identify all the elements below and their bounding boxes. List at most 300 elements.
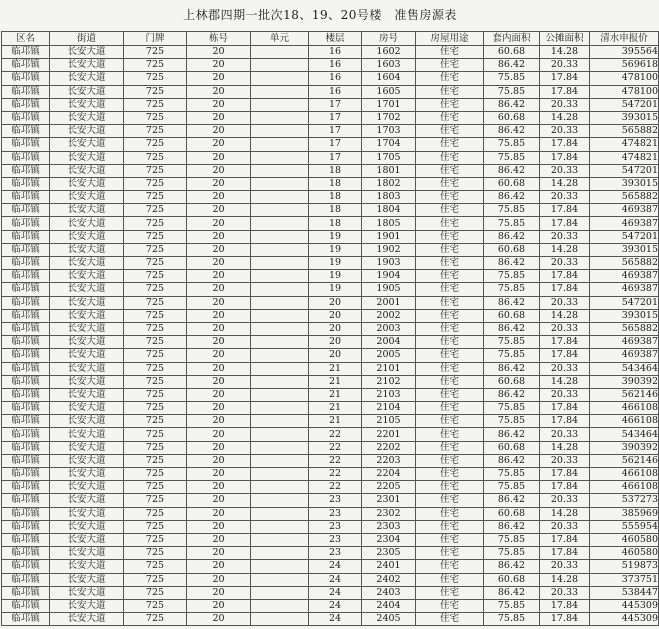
cell-unit <box>251 59 309 72</box>
cell-usage: 住宅 <box>416 547 484 560</box>
table-row <box>2 415 659 428</box>
cell-shared-area: 20.33 <box>540 322 590 335</box>
cell-inner-area: 60.68 <box>484 375 540 388</box>
cell-room: 2004 <box>362 336 416 349</box>
cell-unit <box>251 613 309 626</box>
cell-building: 20 <box>187 560 251 573</box>
cell-street: 长安大道 <box>50 336 124 349</box>
cell-building: 20 <box>187 270 251 283</box>
cell-unit <box>251 204 309 217</box>
header-inner-area: 套内面积 <box>484 32 540 46</box>
table-row <box>2 402 659 415</box>
cell-floor: 20 <box>309 309 362 322</box>
cell-floor: 16 <box>309 59 362 72</box>
cell-inner-area: 86.42 <box>484 362 540 375</box>
cell-usage: 住宅 <box>416 586 484 599</box>
cell-shared-area: 17.84 <box>540 72 590 85</box>
cell-unit <box>251 362 309 375</box>
cell-district: 临邛镇 <box>2 454 50 467</box>
cell-street: 长安大道 <box>50 270 124 283</box>
cell-usage: 住宅 <box>416 59 484 72</box>
cell-street: 长安大道 <box>50 468 124 481</box>
cell-usage: 住宅 <box>416 125 484 138</box>
cell-shared-area: 14.28 <box>540 573 590 586</box>
cell-inner-area: 75.85 <box>484 533 540 546</box>
cell-street: 长安大道 <box>50 494 124 507</box>
cell-door-number: 725 <box>124 468 187 481</box>
cell-shared-area: 20.33 <box>540 98 590 111</box>
cell-building: 20 <box>187 388 251 401</box>
cell-usage: 住宅 <box>416 388 484 401</box>
cell-district: 临邛镇 <box>2 296 50 309</box>
cell-unit <box>251 336 309 349</box>
cell-inner-area: 75.85 <box>484 204 540 217</box>
table-row <box>2 560 659 573</box>
cell-usage: 住宅 <box>416 296 484 309</box>
cell-room: 2203 <box>362 454 416 467</box>
cell-price: 445309 <box>590 613 659 626</box>
cell-building: 20 <box>187 336 251 349</box>
cell-usage: 住宅 <box>416 164 484 177</box>
table-row <box>2 349 659 362</box>
cell-shared-area: 20.33 <box>540 494 590 507</box>
table-row <box>2 111 659 124</box>
cell-district: 临邛镇 <box>2 441 50 454</box>
cell-inner-area: 75.85 <box>484 481 540 494</box>
cell-street: 长安大道 <box>50 507 124 520</box>
cell-usage: 住宅 <box>416 494 484 507</box>
cell-room: 2204 <box>362 468 416 481</box>
table-row <box>2 573 659 586</box>
cell-room: 1702 <box>362 111 416 124</box>
table-row <box>2 46 659 59</box>
cell-street: 长安大道 <box>50 520 124 533</box>
header-price: 清水申报价 <box>590 32 659 46</box>
cell-door-number: 725 <box>124 98 187 111</box>
cell-street: 长安大道 <box>50 217 124 230</box>
cell-door-number: 725 <box>124 125 187 138</box>
cell-usage: 住宅 <box>416 283 484 296</box>
cell-door-number: 725 <box>124 322 187 335</box>
cell-district: 临邛镇 <box>2 230 50 243</box>
cell-building: 20 <box>187 573 251 586</box>
cell-district: 临邛镇 <box>2 402 50 415</box>
cell-inner-area: 75.85 <box>484 402 540 415</box>
cell-street: 长安大道 <box>50 46 124 59</box>
cell-building: 20 <box>187 441 251 454</box>
cell-unit <box>251 481 309 494</box>
table-row <box>2 309 659 322</box>
cell-building: 20 <box>187 59 251 72</box>
cell-door-number: 725 <box>124 72 187 85</box>
table-row <box>2 468 659 481</box>
cell-floor: 24 <box>309 586 362 599</box>
header-shared-area: 公摊面积 <box>540 32 590 46</box>
cell-floor: 18 <box>309 191 362 204</box>
cell-district: 临邛镇 <box>2 362 50 375</box>
cell-shared-area: 20.33 <box>540 428 590 441</box>
table-row <box>2 230 659 243</box>
cell-street: 长安大道 <box>50 441 124 454</box>
cell-shared-area: 17.84 <box>540 402 590 415</box>
cell-building: 20 <box>187 98 251 111</box>
table-body <box>2 46 659 626</box>
cell-unit <box>251 375 309 388</box>
cell-building: 20 <box>187 520 251 533</box>
cell-floor: 21 <box>309 415 362 428</box>
cell-unit <box>251 98 309 111</box>
cell-district: 临邛镇 <box>2 533 50 546</box>
cell-inner-area: 60.68 <box>484 573 540 586</box>
cell-price: 469387 <box>590 270 659 283</box>
cell-inner-area: 86.42 <box>484 520 540 533</box>
cell-building: 20 <box>187 85 251 98</box>
cell-district: 临邛镇 <box>2 481 50 494</box>
cell-inner-area: 60.68 <box>484 111 540 124</box>
cell-inner-area: 86.42 <box>484 98 540 111</box>
cell-district: 临邛镇 <box>2 388 50 401</box>
cell-door-number: 725 <box>124 402 187 415</box>
cell-room: 1803 <box>362 191 416 204</box>
cell-building: 20 <box>187 296 251 309</box>
cell-usage: 住宅 <box>416 454 484 467</box>
cell-building: 20 <box>187 362 251 375</box>
cell-door-number: 725 <box>124 151 187 164</box>
cell-shared-area: 17.84 <box>540 138 590 151</box>
cell-room: 2305 <box>362 547 416 560</box>
cell-street: 长安大道 <box>50 72 124 85</box>
cell-unit <box>251 46 309 59</box>
cell-floor: 21 <box>309 388 362 401</box>
cell-room: 1802 <box>362 177 416 190</box>
cell-usage: 住宅 <box>416 72 484 85</box>
cell-floor: 24 <box>309 573 362 586</box>
cell-floor: 24 <box>309 560 362 573</box>
cell-building: 20 <box>187 599 251 612</box>
cell-room: 1805 <box>362 217 416 230</box>
cell-floor: 18 <box>309 217 362 230</box>
cell-shared-area: 17.84 <box>540 270 590 283</box>
table-row <box>2 270 659 283</box>
cell-usage: 住宅 <box>416 85 484 98</box>
cell-door-number: 725 <box>124 243 187 256</box>
cell-room: 1704 <box>362 138 416 151</box>
cell-usage: 住宅 <box>416 507 484 520</box>
cell-inner-area: 86.42 <box>484 586 540 599</box>
table-row <box>2 151 659 164</box>
cell-door-number: 725 <box>124 336 187 349</box>
cell-floor: 19 <box>309 270 362 283</box>
cell-district: 临邛镇 <box>2 85 50 98</box>
cell-unit <box>251 151 309 164</box>
cell-usage: 住宅 <box>416 270 484 283</box>
table-row <box>2 243 659 256</box>
cell-street: 长安大道 <box>50 151 124 164</box>
cell-price: 469387 <box>590 336 659 349</box>
cell-shared-area: 20.33 <box>540 296 590 309</box>
cell-unit <box>251 520 309 533</box>
table-row <box>2 191 659 204</box>
cell-inner-area: 75.85 <box>484 217 540 230</box>
cell-shared-area: 17.84 <box>540 336 590 349</box>
cell-shared-area: 17.84 <box>540 613 590 626</box>
cell-price: 466108 <box>590 402 659 415</box>
cell-district: 临邛镇 <box>2 283 50 296</box>
cell-unit <box>251 164 309 177</box>
cell-price: 478100 <box>590 85 659 98</box>
cell-unit <box>251 573 309 586</box>
cell-price: 562146 <box>590 388 659 401</box>
cell-district: 临邛镇 <box>2 243 50 256</box>
cell-door-number: 725 <box>124 388 187 401</box>
cell-floor: 21 <box>309 362 362 375</box>
cell-door-number: 725 <box>124 257 187 270</box>
cell-street: 长安大道 <box>50 125 124 138</box>
cell-price: 543464 <box>590 428 659 441</box>
table-row <box>2 599 659 612</box>
cell-room: 2401 <box>362 560 416 573</box>
cell-price: 445309 <box>590 599 659 612</box>
header-street: 街道 <box>50 32 124 46</box>
cell-floor: 18 <box>309 177 362 190</box>
cell-door-number: 725 <box>124 46 187 59</box>
cell-floor: 22 <box>309 454 362 467</box>
cell-street: 长安大道 <box>50 599 124 612</box>
cell-usage: 住宅 <box>416 46 484 59</box>
cell-usage: 住宅 <box>416 309 484 322</box>
cell-street: 长安大道 <box>50 204 124 217</box>
cell-district: 临邛镇 <box>2 494 50 507</box>
cell-room: 2405 <box>362 613 416 626</box>
cell-unit <box>251 283 309 296</box>
cell-inner-area: 60.68 <box>484 441 540 454</box>
cell-door-number: 725 <box>124 309 187 322</box>
cell-unit <box>251 494 309 507</box>
cell-price: 469387 <box>590 349 659 362</box>
cell-door-number: 725 <box>124 177 187 190</box>
cell-room: 2105 <box>362 415 416 428</box>
cell-inner-area: 75.85 <box>484 613 540 626</box>
cell-unit <box>251 125 309 138</box>
cell-usage: 住宅 <box>416 349 484 362</box>
cell-shared-area: 17.84 <box>540 217 590 230</box>
cell-unit <box>251 230 309 243</box>
cell-usage: 住宅 <box>416 573 484 586</box>
header-door-number: 门牌 <box>124 32 187 46</box>
cell-building: 20 <box>187 217 251 230</box>
cell-shared-area: 14.28 <box>540 375 590 388</box>
table-row <box>2 283 659 296</box>
cell-door-number: 725 <box>124 349 187 362</box>
table-row <box>2 98 659 111</box>
cell-building: 20 <box>187 125 251 138</box>
cell-unit <box>251 217 309 230</box>
cell-price: 474821 <box>590 138 659 151</box>
cell-building: 20 <box>187 164 251 177</box>
cell-shared-area: 20.33 <box>540 230 590 243</box>
cell-room: 2302 <box>362 507 416 520</box>
cell-inner-area: 86.42 <box>484 164 540 177</box>
cell-room: 2403 <box>362 586 416 599</box>
table-row <box>2 72 659 85</box>
cell-usage: 住宅 <box>416 375 484 388</box>
table-header-row <box>2 32 659 46</box>
table-row <box>2 138 659 151</box>
cell-floor: 22 <box>309 441 362 454</box>
cell-usage: 住宅 <box>416 322 484 335</box>
cell-room: 1705 <box>362 151 416 164</box>
table-row <box>2 613 659 626</box>
cell-unit <box>251 309 309 322</box>
cell-building: 20 <box>187 533 251 546</box>
table-row <box>2 204 659 217</box>
cell-unit <box>251 322 309 335</box>
table-row <box>2 177 659 190</box>
cell-inner-area: 86.42 <box>484 560 540 573</box>
cell-door-number: 725 <box>124 428 187 441</box>
cell-room: 1703 <box>362 125 416 138</box>
cell-district: 临邛镇 <box>2 177 50 190</box>
cell-price: 469387 <box>590 204 659 217</box>
table-row <box>2 322 659 335</box>
table-row <box>2 547 659 560</box>
cell-price: 393015 <box>590 243 659 256</box>
cell-inner-area: 86.42 <box>484 428 540 441</box>
cell-room: 2002 <box>362 309 416 322</box>
cell-district: 临邛镇 <box>2 573 50 586</box>
cell-room: 2102 <box>362 375 416 388</box>
cell-district: 临邛镇 <box>2 59 50 72</box>
cell-usage: 住宅 <box>416 415 484 428</box>
cell-door-number: 725 <box>124 494 187 507</box>
cell-usage: 住宅 <box>416 520 484 533</box>
cell-street: 长安大道 <box>50 573 124 586</box>
cell-price: 469387 <box>590 217 659 230</box>
cell-room: 2404 <box>362 599 416 612</box>
cell-floor: 21 <box>309 402 362 415</box>
table-row <box>2 507 659 520</box>
cell-price: 393015 <box>590 309 659 322</box>
cell-street: 长安大道 <box>50 296 124 309</box>
cell-inner-area: 60.68 <box>484 507 540 520</box>
cell-district: 临邛镇 <box>2 336 50 349</box>
cell-street: 长安大道 <box>50 85 124 98</box>
cell-district: 临邛镇 <box>2 349 50 362</box>
cell-unit <box>251 243 309 256</box>
table-row <box>2 388 659 401</box>
cell-room: 2303 <box>362 520 416 533</box>
cell-inner-area: 75.85 <box>484 349 540 362</box>
cell-floor: 20 <box>309 296 362 309</box>
cell-street: 长安大道 <box>50 164 124 177</box>
cell-usage: 住宅 <box>416 111 484 124</box>
cell-floor: 17 <box>309 98 362 111</box>
cell-inner-area: 60.68 <box>484 243 540 256</box>
cell-usage: 住宅 <box>416 98 484 111</box>
cell-inner-area: 75.85 <box>484 547 540 560</box>
cell-district: 临邛镇 <box>2 415 50 428</box>
cell-price: 547201 <box>590 98 659 111</box>
cell-building: 20 <box>187 322 251 335</box>
table-row <box>2 375 659 388</box>
cell-district: 临邛镇 <box>2 257 50 270</box>
cell-shared-area: 20.33 <box>540 164 590 177</box>
cell-street: 长安大道 <box>50 547 124 560</box>
cell-shared-area: 14.28 <box>540 309 590 322</box>
cell-usage: 住宅 <box>416 441 484 454</box>
cell-building: 20 <box>187 375 251 388</box>
cell-door-number: 725 <box>124 547 187 560</box>
cell-building: 20 <box>187 481 251 494</box>
cell-price: 538447 <box>590 586 659 599</box>
header-district: 区名 <box>2 32 50 46</box>
cell-inner-area: 86.42 <box>484 296 540 309</box>
cell-usage: 住宅 <box>416 468 484 481</box>
cell-usage: 住宅 <box>416 230 484 243</box>
cell-unit <box>251 270 309 283</box>
cell-street: 长安大道 <box>50 177 124 190</box>
cell-door-number: 725 <box>124 533 187 546</box>
cell-building: 20 <box>187 415 251 428</box>
cell-usage: 住宅 <box>416 257 484 270</box>
cell-usage: 住宅 <box>416 336 484 349</box>
cell-inner-area: 75.85 <box>484 85 540 98</box>
table-row <box>2 125 659 138</box>
cell-price: 478100 <box>590 72 659 85</box>
cell-shared-area: 14.28 <box>540 243 590 256</box>
cell-district: 临邛镇 <box>2 72 50 85</box>
cell-inner-area: 60.68 <box>484 46 540 59</box>
cell-district: 临邛镇 <box>2 217 50 230</box>
cell-door-number: 725 <box>124 362 187 375</box>
cell-district: 临邛镇 <box>2 204 50 217</box>
cell-district: 临邛镇 <box>2 322 50 335</box>
cell-usage: 住宅 <box>416 204 484 217</box>
cell-door-number: 725 <box>124 560 187 573</box>
cell-inner-area: 86.42 <box>484 230 540 243</box>
cell-unit <box>251 177 309 190</box>
cell-price: 395564 <box>590 46 659 59</box>
table-row <box>2 362 659 375</box>
cell-price: 555954 <box>590 520 659 533</box>
cell-shared-area: 17.84 <box>540 468 590 481</box>
header-floor: 楼层 <box>309 32 362 46</box>
cell-floor: 17 <box>309 111 362 124</box>
table-row <box>2 494 659 507</box>
cell-price: 562146 <box>590 454 659 467</box>
cell-building: 20 <box>187 138 251 151</box>
cell-price: 569618 <box>590 59 659 72</box>
cell-building: 20 <box>187 177 251 190</box>
cell-price: 474821 <box>590 151 659 164</box>
cell-room: 2104 <box>362 402 416 415</box>
cell-usage: 住宅 <box>416 191 484 204</box>
cell-door-number: 725 <box>124 481 187 494</box>
cell-price: 547201 <box>590 230 659 243</box>
cell-street: 长安大道 <box>50 481 124 494</box>
cell-price: 565882 <box>590 191 659 204</box>
cell-building: 20 <box>187 454 251 467</box>
cell-district: 临邛镇 <box>2 507 50 520</box>
cell-unit <box>251 560 309 573</box>
cell-district: 临邛镇 <box>2 468 50 481</box>
cell-floor: 20 <box>309 336 362 349</box>
table-row <box>2 296 659 309</box>
cell-building: 20 <box>187 586 251 599</box>
cell-building: 20 <box>187 204 251 217</box>
cell-room: 1604 <box>362 72 416 85</box>
cell-district: 临邛镇 <box>2 125 50 138</box>
